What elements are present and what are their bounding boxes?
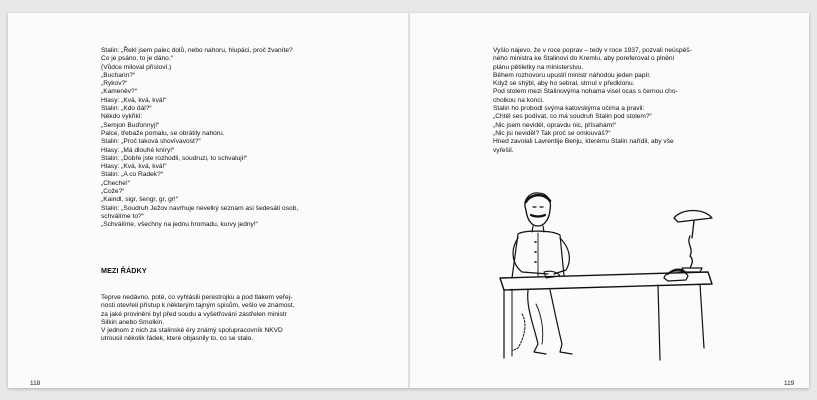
text-line: ného ministra ke Stalinovi do Kremlu, aby poreferoval o plnění [493,55,675,63]
text-line: Vyšlo najevo, že v roce poprav – tedy v roce 1937, pozvali neúspěš- [493,47,692,54]
text-line: Když se shýbl, aby ho sebral, strnul v předklonu. [493,80,635,88]
text-line: (Vůdce miloval přísloví.) [101,63,172,71]
text-line: „Rykov?“ [101,80,128,88]
text-line: Hlasy: „Kvá, kvá, kvá!“ [101,96,167,104]
text-line: „Schválíme, všechny na jednu hromadu, kurvy jedny!“ [101,221,258,229]
text-line: Silkin anebo Smolkin. [101,318,165,326]
section-paragraph [101,294,341,344]
text-line: schválíme to?“ [101,212,144,220]
text-line: V jednom z nich za stalinské éry známý spolupracovník NKVD [101,327,283,335]
text-line: vyřešil. [493,146,514,154]
stalin-at-desk-illustration [478,188,718,368]
text-line: Teprve nedávno, poté, co vyhlásili perestrojku a pod tlakem veřej- [101,294,293,301]
text-line: Stalin ho probodl svýma katovskýma očima a pravil: [493,105,645,113]
text-line: za jaké provinění byl před soudu a vyšetřování zastřelen ministr [101,310,287,318]
dialog-text [101,47,341,230]
text-line: Během rozhovoru upustil ministr náhodou jeden papír. [493,71,651,79]
text-line: plánu pětiletky na ministerstvu. [493,63,584,71]
text-line: „Cheche!“ [101,179,130,187]
right-page [410,13,809,388]
book-spread [8,13,809,388]
text-line: Co je psáno, to je dáno.“ [101,55,173,63]
text-line: Někdo vykřikl: [101,113,143,121]
page-number-right: 119 [784,380,795,387]
text-line: Stalin: „A co Radek?“ [101,171,163,179]
text-line: Palce, třebaže pomalu, se obrátily nahoru. [101,129,225,137]
text-line: Stalin: „Proč taková shovívavost?“ [101,138,201,146]
text-line: utrousil několik řádek, které objasnily to, co se stalo. [101,335,254,343]
text-line: Hlasy: „Kvá, kvá, kvá!“ [101,163,167,171]
story-text [493,47,743,155]
text-line: „Chtěl ses podívat, co má soudruh Stalin pod stolem?“ [493,113,652,121]
text-line: Hned zavolali Lavrentije Beriju, kterému Stalin nařídil, aby vše [493,138,674,146]
text-line: „Nic jsem neviděl, opravdu nic, přísahám!“ [493,121,617,129]
text-line: „Nic jsi neviděl? Tak proč se omlouváš?“ [493,129,611,137]
text-line: „Cože?“ [101,188,125,196]
section-heading: MEZI ŘÁDKY [101,266,147,275]
text-line: „Kaindl, sigr, šengr, gr, gr!“ [101,196,178,204]
text-line: Stalin: „Dobře jste rozhodli, soudruzi, to schvaluji!“ [101,154,248,162]
text-line: Pod stolem mezi Stalinovýma nohama visel ocas s černou cho- [493,88,678,96]
text-line: Stalin: „Soudruh Ježov navrhuje nevelký seznam asi šedesáti osob, [101,204,299,212]
left-page [8,13,408,388]
page-number-left: 118 [30,380,41,387]
text-line: „Semjon Buďonnyj!“ [101,121,160,129]
text-line: Stalin: „Řekl jsem palec dolů, nebo nahoru, hlupáci, proč žvaníte? [101,47,293,54]
text-line: Stalin: „Kdo dál?“ [101,105,152,113]
text-line: „Bucharin?“ [101,71,136,79]
text-line: nosti otevřeli přístup k některým tajným spisům, vešlo ve známost, [101,302,295,310]
text-line: cholkou na konci. [493,96,544,104]
text-line: „Kameněv?“ [101,88,137,96]
text-line: Hlasy: „Má dlouhé kníry!“ [101,146,175,154]
